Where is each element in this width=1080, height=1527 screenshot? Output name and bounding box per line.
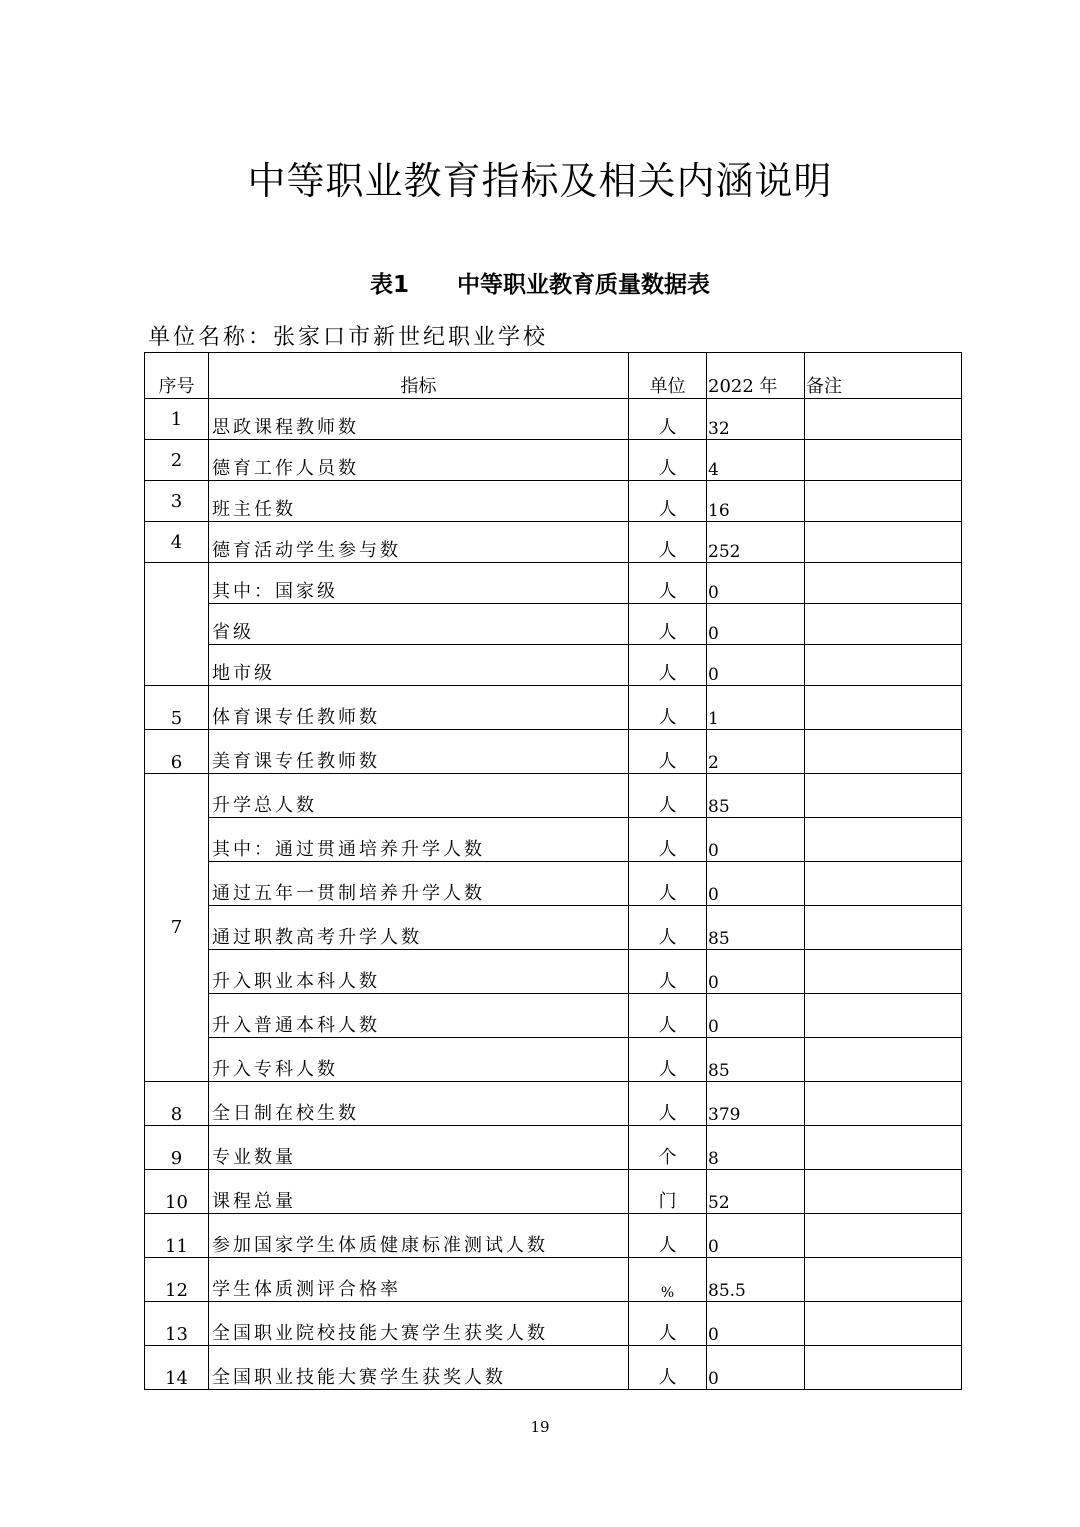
table-row [145,950,962,994]
row-value: 85 [707,1038,805,1082]
row-unit: 人 [629,645,707,686]
row-value: 0 [707,1214,805,1258]
table-row [145,522,962,563]
table-row [145,481,962,522]
row-unit: 人 [629,730,707,774]
row-unit: 人 [629,994,707,1038]
table-row [145,645,962,686]
table-row [145,994,962,1038]
row-note [805,818,962,862]
row-seq: 8 [145,1082,209,1126]
row-value: 52 [707,1170,805,1214]
row-note [805,481,962,522]
row-unit: 人 [629,818,707,862]
table-row [145,440,962,481]
row-note [805,1038,962,1082]
unit-name-line: 单位名称：张家口市新世纪职业学校 [148,325,549,350]
row-note [805,730,962,774]
row-unit: 人 [629,774,707,818]
row-seq: 14 [145,1346,209,1390]
row-seq: 11 [145,1214,209,1258]
header-seq: 序号 [145,353,209,399]
row-seq: 12 [145,1258,209,1302]
row-unit: 人 [629,1302,707,1346]
row-value: 8 [707,1126,805,1170]
table-row [145,1346,962,1390]
row-seq: 4 [145,522,209,563]
table-row [145,1126,962,1170]
row-indicator: 地市级 [209,645,629,686]
row-indicator: 美育课专任教师数 [209,730,629,774]
row-indicator: 专业数量 [209,1126,629,1170]
table-caption [0,266,1080,299]
row-value: 4 [707,440,805,481]
table-row [145,604,962,645]
row-indicator: 班主任数 [209,481,629,522]
row-value: 0 [707,994,805,1038]
row-note [805,1258,962,1302]
row-unit: 个 [629,1126,707,1170]
row-unit: 人 [629,481,707,522]
row-indicator: 通过职教高考升学人数 [209,906,629,950]
header-indicator: 指标 [209,353,629,399]
row-indicator: 全国职业技能大赛学生获奖人数 [209,1346,629,1390]
row-value: 0 [707,1346,805,1390]
row-indicator: 通过五年一贯制培养升学人数 [209,862,629,906]
row-note [805,399,962,440]
header-unit: 单位 [629,353,707,399]
row-seq: 6 [145,730,209,774]
page-number: 19 [530,1418,550,1436]
row-seq: 5 [145,686,209,730]
row-note [805,1214,962,1258]
row-value: 0 [707,818,805,862]
row-indicator: 体育课专任教师数 [209,686,629,730]
table-row [145,563,962,604]
row-unit: 人 [629,604,707,645]
row-note [805,645,962,686]
row-seq: 1 [145,399,209,440]
row-unit: 人 [629,399,707,440]
row-indicator: 课程总量 [209,1170,629,1214]
table-row [145,1038,962,1082]
table-row [145,1214,962,1258]
document-title: 中等职业教育指标及相关内涵说明 [247,159,833,203]
row-value: 2 [707,730,805,774]
row-note [805,563,962,604]
row-note [805,1346,962,1390]
row-indicator: 升学总人数 [209,774,629,818]
row-note [805,774,962,818]
row-unit: 人 [629,906,707,950]
row-value: 0 [707,1302,805,1346]
row-unit: 人 [629,522,707,563]
row-value: 252 [707,522,805,563]
row-note [805,686,962,730]
row-indicator: 德育工作人员数 [209,440,629,481]
row-value: 85 [707,906,805,950]
row-indicator: 其中：国家级 [209,563,629,604]
row-seq: 7 [145,774,209,1082]
row-indicator: 升入专科人数 [209,1038,629,1082]
row-indicator: 学生体质测评合格率 [209,1258,629,1302]
row-note [805,522,962,563]
row-unit: 人 [629,686,707,730]
row-note [805,862,962,906]
row-note [805,604,962,645]
row-indicator: 德育活动学生参与数 [209,522,629,563]
row-unit: 门 [629,1170,707,1214]
table-row [145,906,962,950]
table-row [145,399,962,440]
row-indicator: 升入职业本科人数 [209,950,629,994]
row-unit: 人 [629,563,707,604]
row-value: 32 [707,399,805,440]
row-unit: 人 [629,440,707,481]
row-unit: 人 [629,1214,707,1258]
row-note [805,950,962,994]
table-row [145,1258,962,1302]
row-note [805,1126,962,1170]
row-note [805,1170,962,1214]
table-row [145,686,962,730]
row-unit: % [629,1258,707,1302]
row-value: 0 [707,563,805,604]
row-indicator: 省级 [209,604,629,645]
row-seq: 10 [145,1170,209,1214]
table-row [145,1302,962,1346]
row-unit: 人 [629,1082,707,1126]
row-note [805,994,962,1038]
row-unit: 人 [629,862,707,906]
row-value: 1 [707,686,805,730]
row-value: 0 [707,645,805,686]
table-row [145,818,962,862]
row-note [805,1302,962,1346]
row-indicator: 全日制在校生数 [209,1082,629,1126]
table-header-row [145,353,962,399]
header-year: 2022 年 [707,353,805,399]
row-value: 0 [707,950,805,994]
row-value: 85.5 [707,1258,805,1302]
row-seq: 3 [145,481,209,522]
row-indicator: 思政课程教师数 [209,399,629,440]
row-note [805,1082,962,1126]
header-note: 备注 [805,353,962,399]
row-note [805,440,962,481]
table-title: 中等职业教育质量数据表 [457,272,710,298]
row-indicator: 全国职业院校技能大赛学生获奖人数 [209,1302,629,1346]
row-note [805,906,962,950]
row-value: 0 [707,604,805,645]
table-number: 表1 [369,272,409,298]
quality-data-table [144,352,962,1390]
table-row [145,1082,962,1126]
row-indicator: 参加国家学生体质健康标准测试人数 [209,1214,629,1258]
row-seq: 2 [145,440,209,481]
row-indicator: 其中：通过贯通培养升学人数 [209,818,629,862]
table-row [145,862,962,906]
table-row [145,1170,962,1214]
row-value: 16 [707,481,805,522]
row-value: 85 [707,774,805,818]
row-unit: 人 [629,950,707,994]
table-row [145,730,962,774]
row-seq: 13 [145,1302,209,1346]
table-row [145,774,962,818]
row-seq: 9 [145,1126,209,1170]
row-seq [145,563,209,686]
row-unit: 人 [629,1346,707,1390]
row-value: 379 [707,1082,805,1126]
row-indicator: 升入普通本科人数 [209,994,629,1038]
row-value: 0 [707,862,805,906]
row-unit: 人 [629,1038,707,1082]
